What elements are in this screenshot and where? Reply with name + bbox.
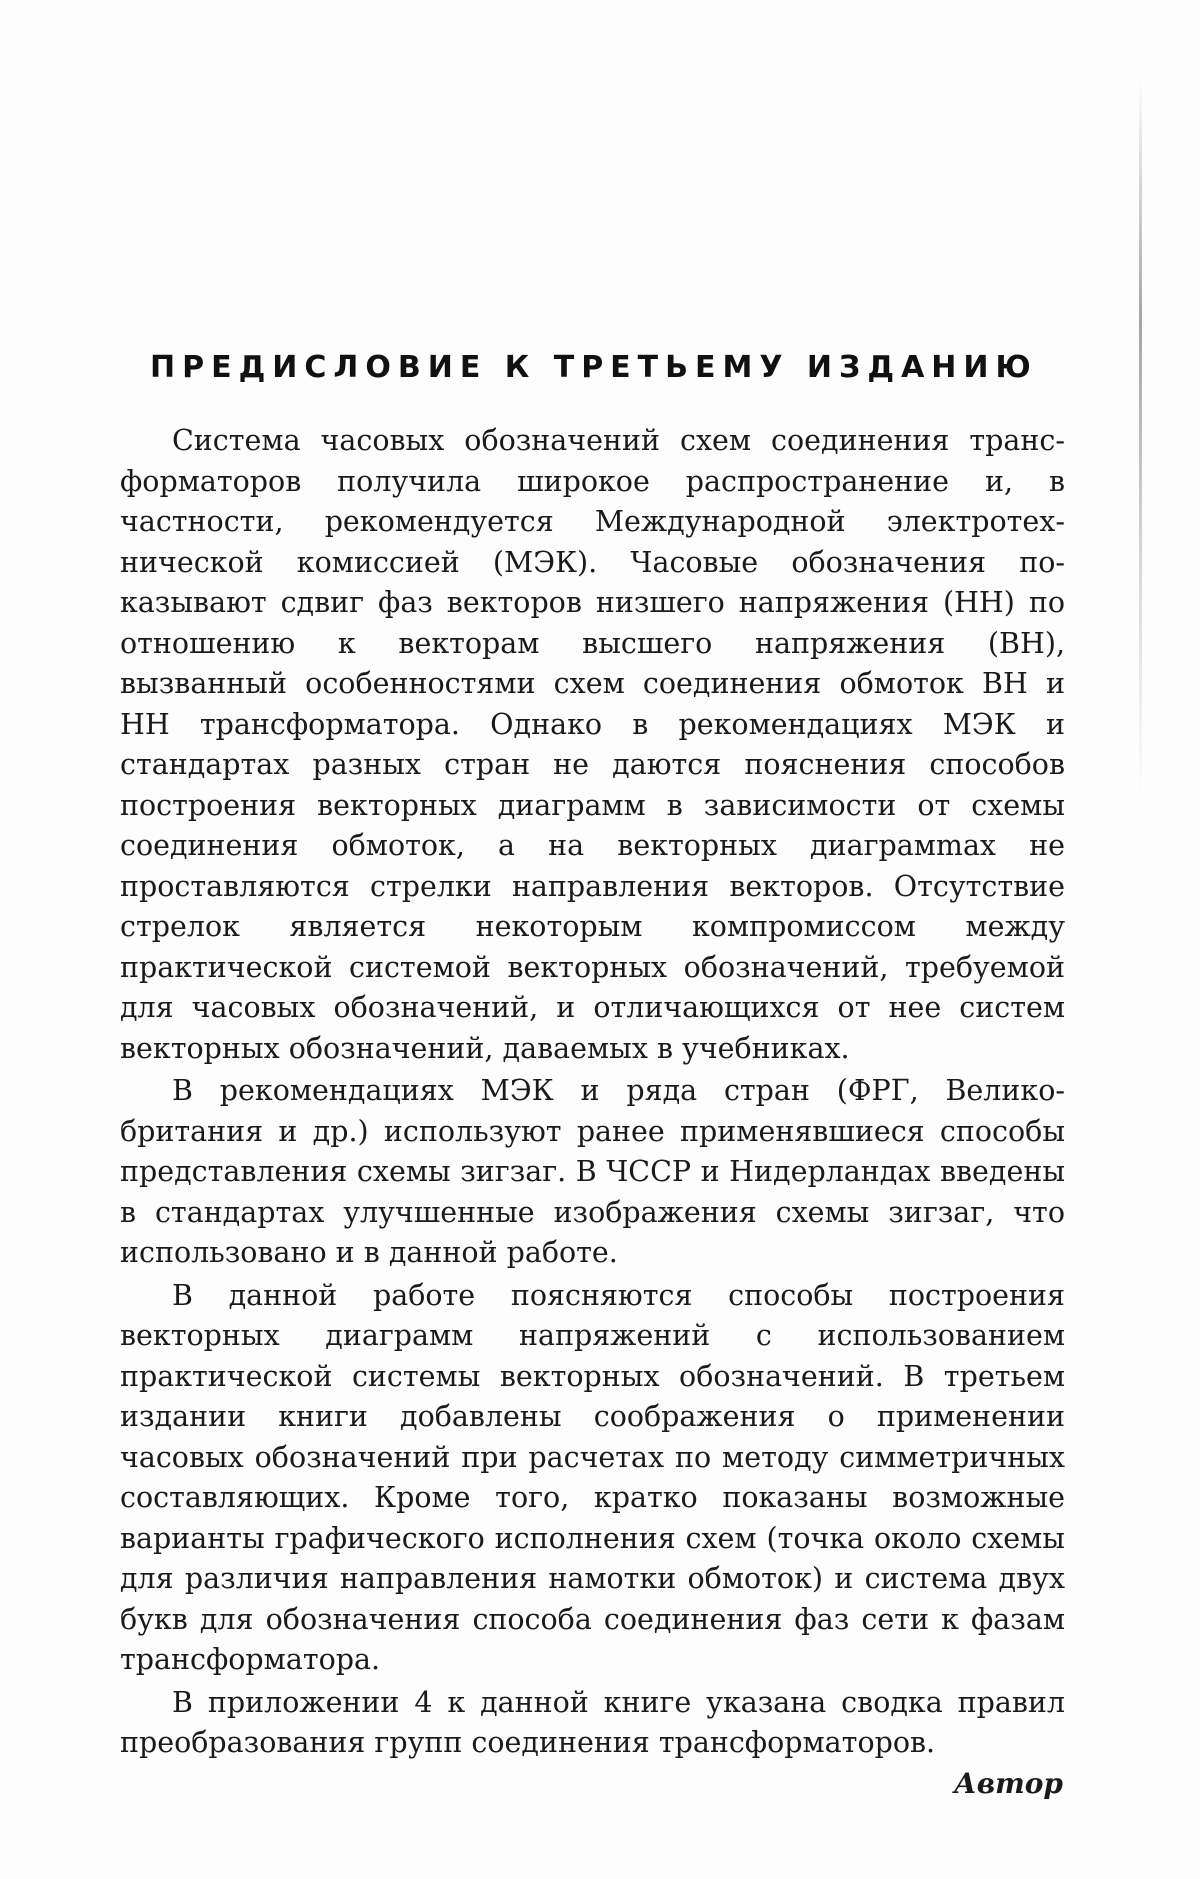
preface-heading: ПРЕДИСЛОВИЕ К ТРЕТЬЕМУ ИЗДАНИЮ <box>150 350 1038 385</box>
author-signature: Автор <box>953 1766 1063 1800</box>
paragraph-1: Система часовых обозначений схем соединения трансформаторов получила широкое распространение и, в частности, рекомендуется Международной электротехнической комиссией (МЭК). Часовые обозначения показывают сдвиг фаз векторов низшего напряжения (НН) по отношению к векторам высшего напряжения (ВН), вызванный особенностями схем соединения обмоток ВН и НН трансформатора. Однако в рекомендациях МЭК и стандартах разных стран не даются пояснения способов построения векторных диаграмм в зависимости от схемы соединения обмоток, а на векторных диаграмmах не проставляются стрелки направления векторов. Отсутствие стрелок является некоторым компромиссом между практической системой векторных обозначений, требуемой для часовых обозначений, и отличающихся от нее систем векторных обозначений, даваемых в учебниках. <box>120 424 1065 1065</box>
preface-text-block <box>120 350 1065 1804</box>
paragraph-2: В рекомендациях МЭК и ряда стран (ФРГ, Великобритания и др.) используют ранее применявшиеся способы представления схемы зигзаг. В ЧССР и Нидерландах введены в стандартах улучшенные изображения схемы зигзаг, что использовано и в данной работе. <box>120 1074 1065 1269</box>
paragraph-4: В приложении 4 к данной книге указана сводка правил преобразования групп соединения трансформаторов. <box>120 1685 1065 1759</box>
paragraph-3: В данной работе поясняются способы построения векторных диаграмм напряжений с использованием практической системы векторных обозначений. В третьем издании книги добавлены соображения о применении часовых обозначений при расчетах по методу симметричных составляющих. Кроме того, кратко показаны возможные варианты графического исполнения схем (точка около схемы для различия направления намотки обмоток) и система двух букв для обозначения способа соединения фаз сети к фазам трансформатора. <box>120 1278 1065 1676</box>
page-edge-shadow <box>1139 80 1142 800</box>
